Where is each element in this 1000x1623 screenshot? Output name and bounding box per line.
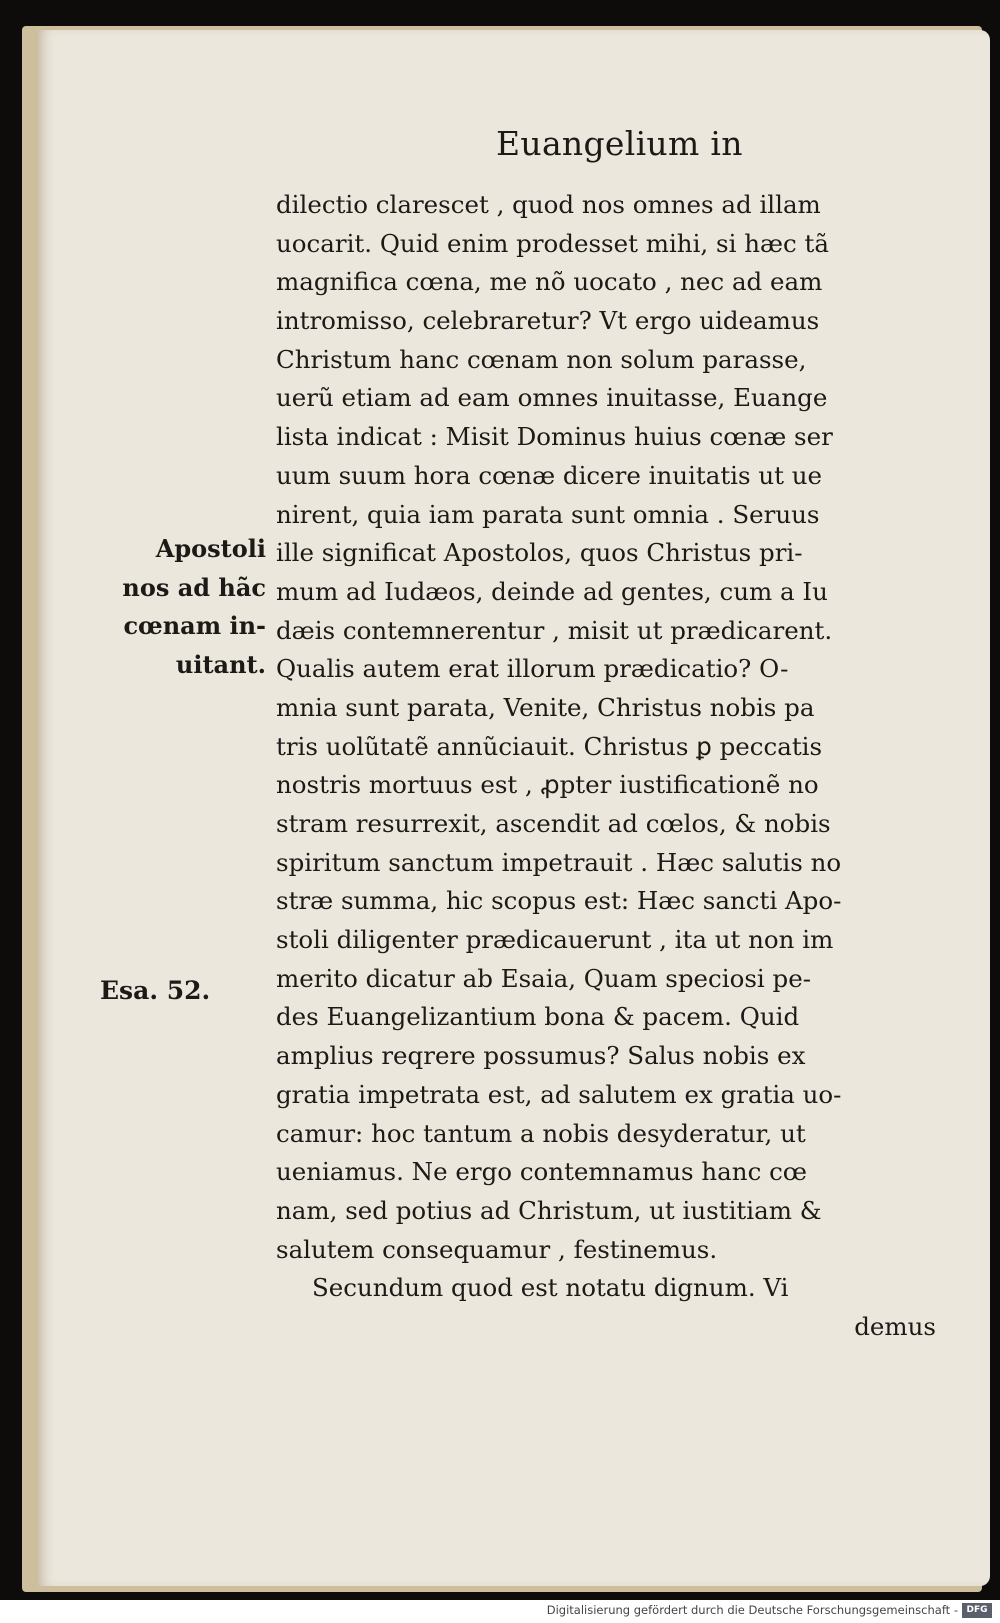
marginal-note-apostoli [90,530,266,685]
text-line-8: uum suum hora cœnæ dicere inuitatis ut ue [276,460,823,490]
text-line-9: nirent, quia iam parata sunt omnia . Seruus [276,499,820,529]
text-line-7: lista indicat : Misit Dominus huius cœnæ ser [276,422,833,452]
text-line-10: ille significat Apostolos, quos Christus pri- [276,538,803,568]
running-head: Euangelium in [496,124,743,163]
text-line-28: salutem consequamur , festinemus. [276,1234,718,1264]
marginal-note-esa: Esa. 52. [100,976,211,1005]
text-line-29: Secundum quod est notatu dignum. Vi [312,1273,789,1303]
text-line-12: dæis contemnerentur , misit ut prædicarent. [276,615,833,645]
text-line-5: Christum hanc cœnam non solum parasse, [276,344,807,374]
marginal-note-line: uitant. [175,650,266,680]
text-line-25: camur: hoc tantum a nobis desyderatur, ut [276,1118,806,1148]
text-line-27: nam, sed potius ad Christum, ut iustitiam & [276,1195,822,1225]
text-line-2: uocarit. Quid enim prodesset mihi, si hæc tã [276,228,829,258]
dfg-logo-icon: DFG [962,1603,992,1618]
text-line-22: des Euangelizantium bona & pacem. Quid [276,1002,800,1032]
text-line-11: mum ad Iudæos, deinde ad gentes, cum a Iu [276,576,828,606]
text-line-20: stoli diligenter prædicauerunt , ita ut non im [276,925,834,955]
text-line-6: uerũ etiam ad eam omnes inuitasse, Euange [276,383,828,413]
marginal-note-line: cœnam in- [123,611,266,641]
text-line-26: ueniamus. Ne ergo contemnamus hanc cœ [276,1157,808,1187]
text-line-21: merito dicatur ab Esaia, Quam speciosi pe- [276,963,812,993]
text-line-13: Qualis autem erat illorum prædicatio? O- [276,654,789,684]
text-line-24: gratia impetrata est, ad salutem ex gratia uo- [276,1079,842,1109]
text-line-15: tris uolũtatẽ annũciauit. Christus ꝑ peccatis [276,731,823,761]
text-line-19: stræ summa, hic scopus est: Hæc sancti Apo- [276,886,842,916]
text-line-18: spiritum sanctum impetrauit . Hæc salutis no [276,847,842,877]
text-line-1: dilectio clarescet , quod nos omnes ad illam [276,190,821,219]
text-line-17: stram resurrexit, ascendit ad cœlos, & nobis [276,809,831,838]
text-line-16: nostris mortuus est , ꝓpter iustificationẽ no [276,770,819,800]
text-line-14: mnia sunt parata, Venite, Christus nobis pa [276,692,815,722]
marginal-note-line: nos ad hãc [122,572,266,602]
footer-bar [0,1600,1000,1623]
text-line-4: intromisso, celebraretur? Vt ergo uideamus [276,306,820,336]
catchword: demus [854,1311,936,1341]
text-line-3: magnifica cœna, me nõ uocato , nec ad eam [276,267,823,297]
text-line-23: amplius reqrere possumus? Salus nobis ex [276,1041,806,1071]
footer-credit: Digitalisierung gefördert durch die Deutsche Forschungsgemeinschaft - [546,1603,958,1617]
body-text [276,186,956,1347]
marginal-note-line: Apostoli [155,534,266,563]
